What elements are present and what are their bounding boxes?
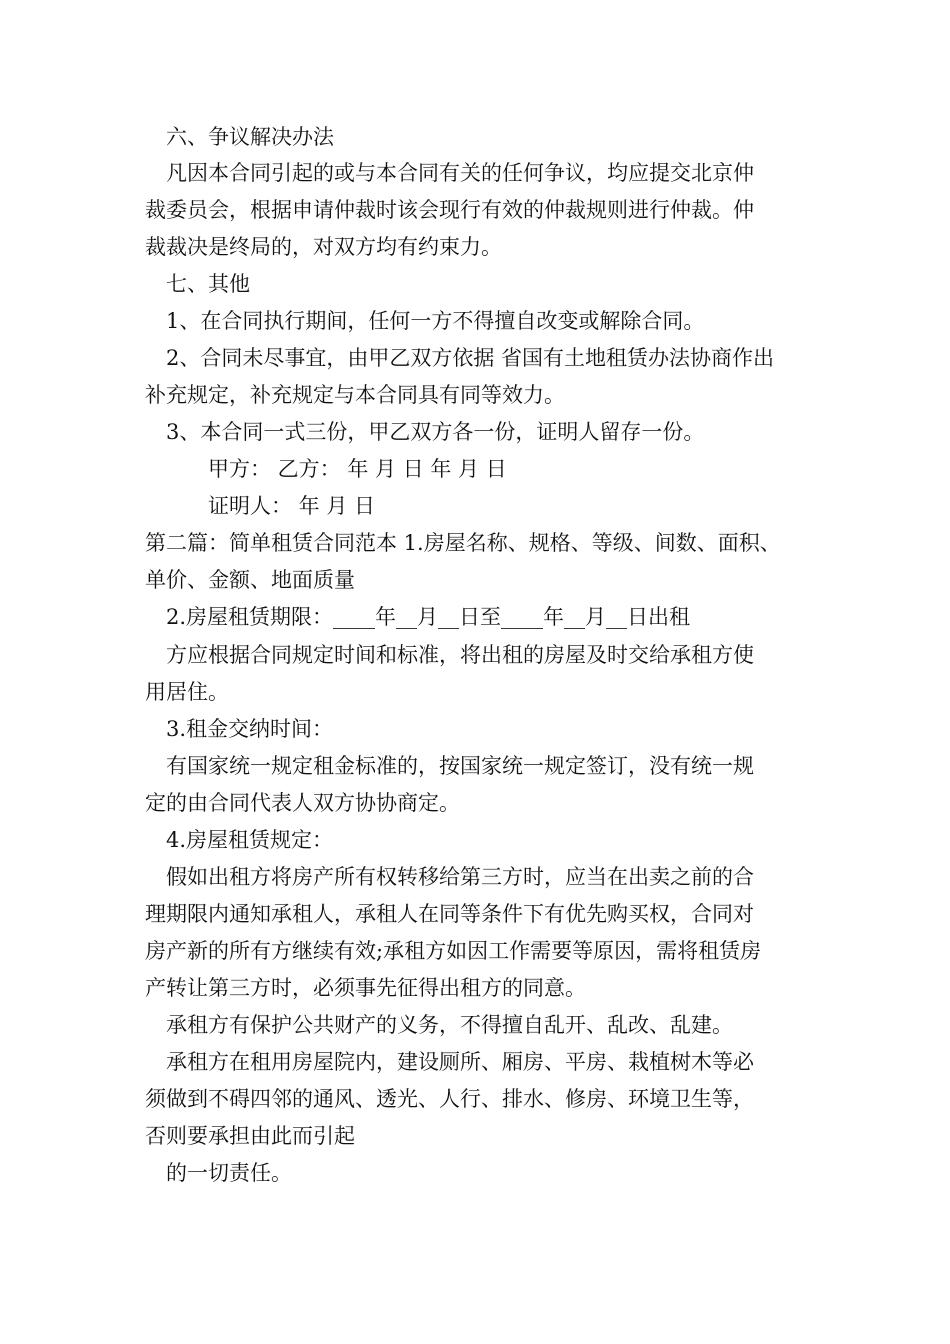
paragraph-line: 2、合同未尽事宜，由甲乙双方依据 省国有土地租赁办法协商作出 [166, 346, 775, 370]
paragraph-line: 2.房屋租赁期限：____年__月__日至____年__月__日出租 [166, 605, 691, 629]
paragraph-line: 定的由合同代表人双方协协商定。 [145, 791, 460, 815]
signature-line: 甲方： 乙方： 年 月 日 年 月 日 [208, 457, 507, 481]
paragraph-line: 裁委员会，根据申请仲裁时该会现行有效的仲裁规则进行仲裁。仲 [145, 198, 754, 222]
paragraph-line: 裁裁决是终局的，对双方均有约束力。 [145, 235, 502, 259]
chapter-heading: 第二篇：简单租赁合同范本 1.房屋名称、规格、等级、间数、面积、 [145, 531, 781, 555]
paragraph-line: 的一切责任。 [166, 1161, 292, 1185]
paragraph-line: 承租方有保护公共财产的义务，不得擅自乱开、乱改、乱建。 [166, 1013, 733, 1037]
paragraph-line: 3、本合同一式三份，甲乙双方各一份，证明人留存一份。 [166, 420, 705, 444]
paragraph-line: 3.租金交纳时间： [166, 717, 334, 741]
signature-line: 证明人： 年 月 日 [208, 494, 376, 518]
paragraph-line: 补充规定，补充规定与本合同具有同等效力。 [145, 383, 565, 407]
paragraph-line: 承租方在租用房屋院内，建设厕所、厢房、平房、栽植树木等必 [166, 1050, 754, 1074]
paragraph-line: 1、在合同执行期间，任何一方不得擅自改变或解除合同。 [166, 309, 705, 333]
paragraph-line: 单价、金额、地面质量 [145, 568, 355, 592]
paragraph-line: 有国家统一规定租金标准的，按国家统一规定签订，没有统一规 [166, 754, 754, 778]
paragraph-line: 须做到不碍四邻的通风、透光、人行、排水、修房、环境卫生等， [145, 1087, 754, 1111]
paragraph-line: 凡因本合同引起的或与本合同有关的任何争议，均应提交北京仲 [166, 161, 754, 185]
paragraph-line: 否则要承担由此而引起 [145, 1124, 355, 1148]
paragraph-line: 用居住。 [145, 680, 229, 704]
paragraph-line: 方应根据合同规定时间和标准，将出租的房屋及时交给承租方使 [166, 643, 754, 667]
paragraph-line: 假如出租方将房产所有权转移给第三方时，应当在出卖之前的合 [166, 865, 754, 889]
section-heading: 六、争议解决办法 [166, 125, 334, 149]
paragraph-line: 房产新的所有方继续有效;承租方如因工作需要等原因，需将租赁房 [145, 939, 762, 963]
paragraph-line: 产转让第三方时，必须事先征得出租方的同意。 [145, 976, 586, 1000]
paragraph-line: 理期限内通知承租人，承租人在同等条件下有优先购买权，合同对 [145, 902, 754, 926]
paragraph-line: 4.房屋租赁规定： [166, 828, 334, 852]
section-heading: 七、其他 [166, 272, 250, 296]
